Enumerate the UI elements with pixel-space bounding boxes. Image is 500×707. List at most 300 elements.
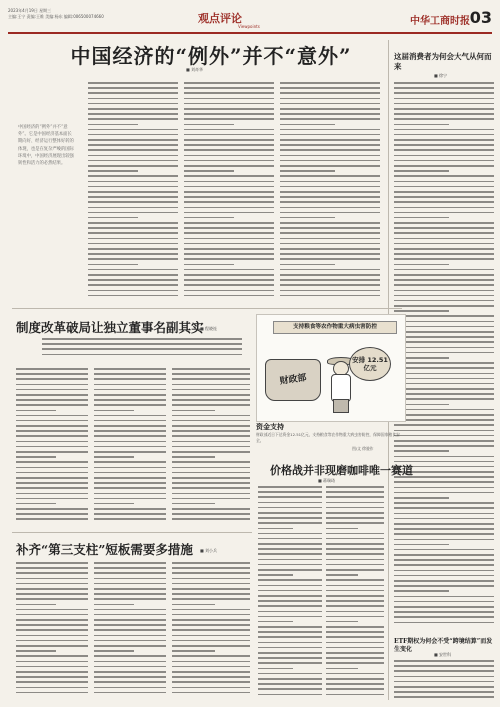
text-line: [394, 507, 494, 509]
text-line: [326, 595, 384, 597]
text-line: [184, 243, 274, 245]
text-line: [280, 243, 380, 245]
text-line: [94, 578, 166, 580]
text-line: [326, 528, 358, 530]
section-subtitle: Viewpoints: [238, 24, 260, 29]
text-line: [172, 681, 250, 683]
text-line: [394, 544, 449, 546]
text-line: [394, 269, 494, 271]
text-line: [42, 348, 242, 350]
pension-col-2: [94, 562, 166, 702]
text-line: [94, 650, 134, 652]
text-line: [172, 572, 250, 574]
text-line: [16, 629, 88, 631]
text-line: [394, 606, 494, 608]
text-line: [184, 155, 274, 157]
text-line: [94, 583, 166, 585]
directors-col-1: [16, 368, 88, 528]
text-line: [88, 258, 178, 260]
text-line: [326, 512, 384, 514]
text-line: [172, 461, 250, 463]
text-line: [172, 503, 215, 505]
text-line: [184, 165, 274, 167]
text-line: [258, 642, 322, 644]
text-line: [94, 645, 166, 647]
text-line: [16, 666, 88, 668]
text-line: [394, 528, 494, 530]
text-line: [394, 253, 494, 255]
text-line: [394, 124, 449, 126]
text-line: [258, 579, 322, 581]
text-line: [394, 341, 494, 343]
text-line: [394, 92, 494, 94]
text-line: [172, 650, 215, 652]
text-line: [16, 456, 56, 458]
text-line: [94, 572, 166, 574]
directors-lead: [42, 338, 242, 362]
text-line: [172, 410, 215, 412]
text-line: [394, 207, 494, 209]
text-line: [184, 212, 274, 214]
text-line: [88, 160, 178, 162]
text-line: [280, 149, 380, 151]
text-line: [280, 160, 380, 162]
text-line: [184, 134, 274, 136]
text-line: [172, 578, 250, 580]
text-line: [258, 502, 322, 504]
text-line: [280, 284, 380, 286]
text-line: [258, 559, 322, 561]
text-line: [326, 543, 384, 545]
text-line: [394, 440, 494, 442]
text-line: [394, 518, 494, 520]
text-line: [88, 134, 178, 136]
text-line: [16, 487, 88, 489]
text-line: [280, 201, 380, 203]
text-line: [88, 207, 178, 209]
directors-headline: 制度改革破局让独立董事名副其实: [16, 320, 204, 335]
coffee-headline: 价格战并非现磨咖啡唯一赛道: [270, 464, 413, 477]
text-line: [394, 691, 494, 693]
text-line: [326, 647, 384, 649]
text-line: [172, 614, 250, 616]
text-line: [88, 191, 178, 193]
text-line: [394, 570, 494, 572]
text-line: [16, 578, 88, 580]
text-line: [394, 681, 494, 683]
text-line: [88, 103, 178, 105]
text-line: [16, 661, 88, 663]
text-line: [394, 590, 449, 592]
text-line: [16, 609, 88, 611]
sidebar-bottom-text: [394, 660, 494, 702]
text-line: [394, 326, 494, 328]
text-line: [394, 118, 494, 120]
text-line: [258, 600, 322, 602]
text-line: [94, 456, 134, 458]
text-line: [394, 98, 494, 100]
text-line: [394, 181, 494, 183]
text-line: [280, 134, 380, 136]
divider: [12, 308, 402, 309]
text-line: [184, 149, 274, 151]
text-line: [94, 435, 166, 437]
text-line: [88, 170, 138, 172]
text-line: [280, 232, 380, 234]
text-line: [280, 191, 380, 193]
text-line: [184, 201, 274, 203]
text-line: [280, 212, 380, 214]
text-line: [16, 593, 88, 595]
text-line: [94, 404, 166, 406]
text-line: [184, 82, 274, 84]
text-line: [326, 574, 358, 576]
text-line: [172, 373, 250, 375]
text-line: [394, 352, 494, 354]
text-line: [172, 619, 250, 621]
text-line: [394, 310, 449, 312]
text-line: [280, 124, 335, 126]
text-line: [258, 673, 322, 675]
pull-quote: 中国经济的“例外”并不“意外”。它是中国经济基本面长期向好、经济运行整体好转的体现，也是在复杂严峻的国际环境中，中国经济展现出较强韧性和活力的必然结果。: [18, 125, 74, 167]
text-line: [394, 450, 449, 452]
text-line: [16, 493, 88, 495]
text-line: [184, 87, 274, 89]
text-line: [326, 626, 384, 628]
text-line: [172, 430, 250, 432]
text-line: [326, 564, 384, 566]
text-line: [88, 290, 178, 292]
text-line: [394, 554, 494, 556]
text-line: [394, 175, 494, 177]
text-line: [394, 165, 494, 167]
text-line: [94, 687, 166, 689]
text-line: [258, 694, 322, 696]
text-line: [280, 113, 380, 115]
text-line: [394, 670, 494, 672]
text-line: [258, 538, 322, 540]
text-line: [394, 497, 449, 499]
text-line: [172, 451, 250, 453]
main-byline: ■ 刘奇华: [186, 67, 204, 72]
text-line: [258, 543, 322, 545]
text-line: [16, 482, 88, 484]
text-line: [326, 621, 358, 623]
text-line: [394, 383, 494, 385]
text-line: [172, 482, 250, 484]
text-line: [16, 472, 88, 474]
directors-byline: ■ 程晓连: [200, 326, 218, 331]
text-line: [258, 668, 293, 670]
text-line: [326, 569, 384, 571]
text-line: [394, 186, 494, 188]
text-line: [172, 676, 250, 678]
text-line: [172, 404, 250, 406]
text-line: [394, 82, 494, 84]
text-line: [184, 160, 274, 162]
text-line: [258, 631, 322, 633]
text-line: [94, 692, 166, 694]
text-line: [16, 389, 88, 391]
text-line: [184, 217, 234, 219]
text-line: [258, 590, 322, 592]
sidebar-byline: ■ 徐宁: [434, 73, 448, 78]
text-line: [172, 640, 250, 642]
text-line: [394, 492, 494, 494]
text-line: [184, 232, 274, 234]
text-line: [326, 605, 384, 607]
text-line: [94, 430, 166, 432]
text-line: [326, 688, 384, 690]
text-line: [184, 144, 274, 146]
text-line: [394, 212, 494, 214]
text-line: [394, 616, 494, 618]
cartoon-caption-title: 资金支持: [256, 422, 284, 431]
text-line: [394, 575, 494, 577]
text-line: [394, 388, 494, 390]
text-line: [280, 118, 380, 120]
text-line: [88, 243, 178, 245]
text-line: [184, 269, 274, 271]
text-line: [16, 614, 88, 616]
text-line: [394, 665, 494, 667]
text-line: [16, 384, 88, 386]
text-line: [394, 445, 494, 447]
text-line: [394, 196, 494, 198]
text-line: [394, 160, 494, 162]
text-line: [172, 508, 250, 510]
text-line: [172, 467, 250, 469]
coffee-byline: ■ 蒋瑞琦: [318, 478, 336, 483]
text-line: [94, 676, 166, 678]
pension-col-3: [172, 562, 250, 702]
text-line: [172, 389, 250, 391]
text-line: [172, 629, 250, 631]
text-line: [16, 640, 88, 642]
text-line: [94, 666, 166, 668]
text-line: [394, 222, 494, 224]
text-line: [258, 512, 322, 514]
text-line: [16, 503, 56, 505]
text-line: [258, 533, 322, 535]
text-line: [394, 362, 494, 364]
text-line: [94, 410, 134, 412]
text-line: [16, 446, 88, 448]
text-line: [172, 609, 250, 611]
text-line: [88, 264, 138, 266]
text-line: [16, 588, 88, 590]
text-line: [94, 425, 166, 427]
main-article-col-1: [88, 82, 178, 304]
text-line: [16, 635, 88, 637]
text-line: [280, 181, 380, 183]
text-line: [394, 686, 494, 688]
funding-burst: 安排 12.51亿元: [349, 347, 391, 381]
text-line: [94, 477, 166, 479]
text-line: [172, 562, 250, 564]
text-line: [394, 238, 494, 240]
text-line: [94, 593, 166, 595]
text-line: [258, 517, 322, 519]
text-line: [94, 482, 166, 484]
text-line: [326, 517, 384, 519]
money-bag-icon: [265, 359, 321, 401]
text-line: [394, 300, 494, 302]
text-line: [172, 635, 250, 637]
text-line: [172, 593, 250, 595]
page-number: 03: [469, 8, 492, 27]
text-line: [94, 493, 166, 495]
text-line: [88, 295, 178, 297]
text-line: [184, 295, 274, 297]
text-line: [88, 227, 178, 229]
text-line: [394, 580, 494, 582]
text-line: [394, 414, 494, 416]
text-line: [88, 181, 178, 183]
text-line: [16, 655, 88, 657]
text-line: [394, 113, 494, 115]
text-line: [88, 238, 178, 240]
text-line: [258, 496, 322, 498]
text-line: [394, 456, 494, 458]
text-line: [394, 622, 494, 624]
text-line: [184, 118, 274, 120]
text-line: [16, 604, 56, 606]
sidebar-bottom-byline: ■ 安世科: [434, 652, 452, 657]
text-line: [184, 139, 274, 141]
text-line: [94, 461, 166, 463]
text-line: [88, 82, 178, 84]
text-line: [326, 616, 384, 618]
text-line: [326, 502, 384, 504]
header-date: 2023年4月19日 星期三: [8, 8, 52, 13]
text-line: [280, 207, 380, 209]
text-line: [394, 502, 494, 504]
text-line: [394, 217, 449, 219]
main-article-col-3: [280, 82, 380, 304]
text-line: [394, 398, 494, 400]
text-line: [172, 687, 250, 689]
text-line: [326, 642, 384, 644]
text-line: [394, 144, 494, 146]
header-meta: [8, 8, 168, 20]
text-line: [16, 378, 88, 380]
text-line: [326, 538, 384, 540]
text-line: [394, 559, 494, 561]
text-line: [172, 399, 250, 401]
text-line: [16, 671, 88, 673]
text-line: [88, 149, 178, 151]
text-line: [172, 513, 250, 515]
cartoon-credit: 图/文 徐骏作: [352, 446, 374, 451]
text-line: [184, 284, 274, 286]
text-line: [394, 191, 494, 193]
text-line: [326, 683, 384, 685]
cartoon-banner: 支持粮食等农作物重大病虫害防控: [273, 321, 397, 334]
text-line: [394, 258, 494, 260]
text-line: [16, 410, 56, 412]
text-line: [94, 567, 166, 569]
text-line: [172, 655, 250, 657]
text-line: [184, 191, 274, 193]
farmer-legs: [333, 399, 349, 413]
cartoon-caption-text: 财政部近日下达资金12.51亿元，支持粮食等农作物重大病虫害防控，保障国家粮食安全。: [256, 432, 400, 443]
text-line: [16, 645, 88, 647]
text-line: [172, 598, 250, 600]
text-line: [16, 676, 88, 678]
text-line: [280, 295, 380, 297]
text-line: [280, 92, 380, 94]
text-line: [88, 175, 178, 177]
text-line: [172, 518, 250, 520]
text-line: [258, 569, 322, 571]
text-line: [394, 533, 494, 535]
text-line: [394, 331, 494, 333]
text-line: [94, 518, 166, 520]
text-line: [184, 129, 274, 131]
text-line: [258, 657, 322, 659]
text-line: [172, 415, 250, 417]
text-line: [16, 441, 88, 443]
text-line: [94, 415, 166, 417]
text-line: [16, 425, 88, 427]
text-line: [16, 518, 88, 520]
text-line: [326, 533, 384, 535]
text-line: [16, 508, 88, 510]
text-line: [184, 196, 274, 198]
directors-col-3: [172, 368, 250, 528]
pension-headline: 补齐“第三支柱”短板需要多措施: [16, 542, 193, 557]
text-line: [326, 600, 384, 602]
text-line: [394, 367, 494, 369]
text-line: [280, 98, 380, 100]
text-line: [326, 631, 384, 633]
text-line: [172, 384, 250, 386]
text-line: [184, 222, 274, 224]
text-line: [394, 596, 494, 598]
text-line: [172, 378, 250, 380]
text-line: [394, 585, 494, 587]
text-line: [172, 425, 250, 427]
text-line: [184, 186, 274, 188]
text-line: [394, 129, 494, 131]
text-line: [280, 155, 380, 157]
text-line: [280, 264, 335, 266]
sidebar-article-text: [394, 82, 494, 632]
header-editors: 主编:王宁 责编:王维 美编:杨东 编辑:006500074660: [8, 14, 104, 19]
coffee-col-1: [258, 486, 322, 702]
text-line: [16, 562, 88, 564]
text-line: [258, 486, 322, 488]
text-line: [94, 467, 166, 469]
text-line: [94, 394, 166, 396]
text-line: [326, 652, 384, 654]
text-line: [94, 588, 166, 590]
text-line: [394, 523, 494, 525]
text-line: [184, 238, 274, 240]
text-line: [88, 222, 178, 224]
text-line: [94, 655, 166, 657]
text-line: [394, 513, 494, 515]
text-line: [172, 692, 250, 694]
text-line: [94, 624, 166, 626]
main-article-col-2: [184, 82, 274, 304]
text-line: [94, 609, 166, 611]
text-line: [326, 486, 384, 488]
text-line: [94, 441, 166, 443]
text-line: [94, 640, 166, 642]
text-line: [16, 681, 88, 683]
